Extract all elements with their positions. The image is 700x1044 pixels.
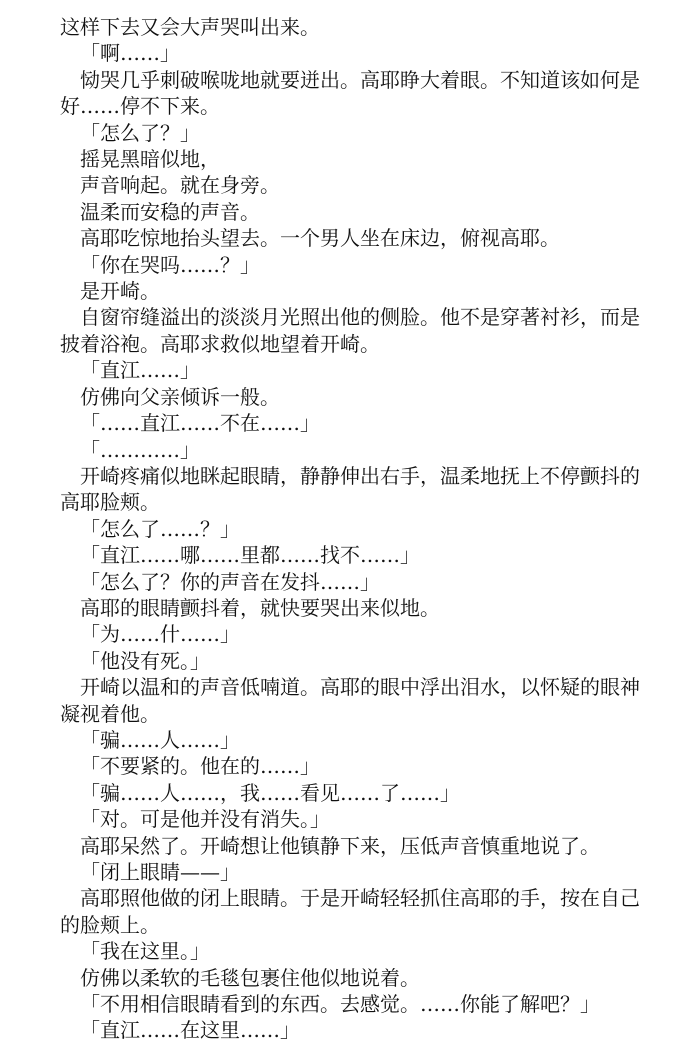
paragraph: 高耶吃惊地抬头望去。一个男人坐在床边，俯视高耶。 — [80, 226, 560, 251]
paragraph: 高耶呆然了。开崎想让他镇静下来，压低声音慎重地说了。 — [80, 833, 600, 858]
paragraph: 「骗……人……」 — [80, 727, 240, 752]
paragraph: 是开崎。 — [80, 279, 160, 304]
paragraph: 「啊……」 — [80, 41, 180, 66]
paragraph: 开崎疼痛似地眯起眼睛，静静伸出右手，温柔地抚上不停颤抖的高耶脸颊。 — [60, 463, 640, 515]
paragraph: 「骗……人……，我……看见……了……」 — [80, 780, 460, 805]
paragraph: 「闭上眼睛——」 — [80, 860, 240, 884]
paragraph: 「怎么了？你的声音在发抖……」 — [80, 569, 380, 594]
paragraph: 「我在这里。」 — [80, 939, 210, 964]
paragraph: 「他没有死。」 — [80, 648, 210, 673]
paragraph: 开崎以温和的声音低喃道。高耶的眼中浮出泪水，以怀疑的眼神凝视着他。 — [60, 675, 640, 726]
paragraph: 仿佛以柔软的毛毯包裹住他似地说着。 — [80, 965, 420, 990]
paragraph: 「为……什……」 — [80, 622, 240, 647]
paragraph: 「不要紧的。他在的……」 — [80, 754, 320, 779]
paragraph: 「怎么了？」 — [80, 120, 200, 145]
paragraph: 「…………」 — [80, 437, 200, 462]
paragraph: 高耶照他做的闭上眼睛。于是开崎轻轻抓住高耶的手，按在自己的脸颊上。 — [60, 886, 640, 937]
paragraph: 恸哭几乎刺破喉咙地就要迸出。高耶睁大着眼。不知道该如何是好……停不下来。 — [60, 67, 640, 119]
paragraph: 「你在哭吗……？」 — [80, 252, 260, 277]
paragraph: 高耶的眼睛颤抖着，就快要哭出来似地。 — [80, 595, 440, 620]
paragraph: 「直江……」 — [80, 358, 200, 383]
paragraph: 这样下去又会大声哭叫出来。 — [60, 15, 320, 39]
document-page — [60, 14, 640, 1044]
paragraph: 温柔而安稳的声音。 — [80, 199, 260, 224]
paragraph: 仿佛向父亲倾诉一般。 — [80, 384, 280, 409]
paragraph: 「不用相信眼睛看到的东西。去感觉。……你能了解吧？」 — [80, 992, 600, 1017]
paragraph: 「……直江……不在……」 — [80, 411, 320, 436]
paragraph: 「怎么了……？」 — [80, 516, 240, 541]
paragraph: 「直江……在这里……」 — [80, 1018, 300, 1043]
paragraph: 声音响起。就在身旁。 — [80, 173, 280, 198]
paragraph: 自窗帘缝溢出的淡淡月光照出他的侧脸。他不是穿著衬衫，而是披着浴袍。高耶求救似地望着开崎。 — [60, 305, 640, 356]
paragraph: 摇晃黑暗似地， — [80, 147, 220, 172]
paragraph: 「对。可是他并没有消失。」 — [80, 807, 330, 832]
paragraph: 「直江……哪……里都……找不……」 — [80, 543, 420, 568]
